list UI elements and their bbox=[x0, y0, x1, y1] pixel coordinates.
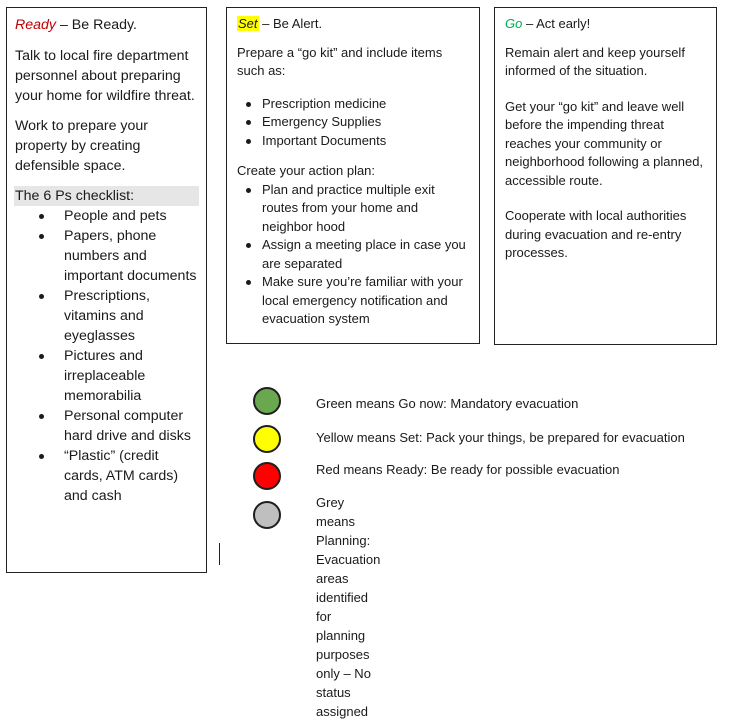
go-title-word: Go bbox=[505, 16, 523, 31]
action-plan-title: Create your action plan: bbox=[237, 163, 376, 178]
list-item: Papers, phone numbers and important documents bbox=[64, 228, 197, 284]
set-title bbox=[237, 15, 469, 34]
ready-paragraph-2: Work to prepare your property by creating defensible space. bbox=[15, 118, 149, 174]
list-item: Prescriptions, vitamins and eyeglasses bbox=[64, 286, 198, 346]
legend-text: Grey means Planning: Evacuation areas identified for planning purposes only – No status assigned bbox=[316, 495, 381, 719]
go-title-rest: – Act early! bbox=[522, 16, 591, 31]
ready-title bbox=[15, 15, 198, 35]
go-title bbox=[505, 15, 706, 34]
list-item: Pictures and irreplaceable memorabilia bbox=[64, 346, 198, 406]
red-circle-icon bbox=[253, 462, 281, 490]
ready-title-word: Ready bbox=[15, 17, 57, 33]
list-item: Plan and practice multiple exit routes from your home and neighbor hood bbox=[262, 181, 469, 237]
list-item: Prescription medicine bbox=[262, 95, 469, 114]
ready-panel bbox=[6, 7, 207, 573]
set-intro: Prepare a “go kit” and include items such as: bbox=[237, 44, 443, 78]
action-plan-list bbox=[262, 181, 469, 329]
set-title-word: Set bbox=[238, 16, 258, 31]
list-item: People and pets bbox=[64, 206, 198, 226]
list-item: Personal computer hard drive and disks bbox=[64, 406, 198, 446]
six-ps-checklist bbox=[64, 206, 198, 506]
go-paragraph-3: Cooperate with local authorities during evacuation and re-entry processes. bbox=[505, 208, 687, 260]
set-panel bbox=[226, 7, 480, 344]
checklist-title: The 6 Ps checklist: bbox=[14, 186, 199, 206]
ready-paragraph-1: Talk to local fire department personnel about preparing your home for wildfire threat. bbox=[15, 48, 195, 104]
list-item: Important Documents bbox=[262, 132, 469, 151]
text-cursor bbox=[219, 543, 220, 565]
list-item: Emergency Supplies bbox=[262, 113, 469, 132]
go-paragraph-1: Remain alert and keep yourself informed of the situation. bbox=[505, 44, 685, 78]
go-paragraph-2: Get your “go kit” and leave well before the impending threat reaches your community or neighborhood following a planned, accessible route. bbox=[505, 98, 704, 188]
list-item: Make sure you’re familiar with your local emergency notification and evacuation system bbox=[262, 273, 469, 329]
legend-text: Red means Ready: Be ready for possible evacuation bbox=[316, 462, 620, 477]
ready-title-rest: – Be Ready. bbox=[56, 17, 137, 33]
grey-circle-icon bbox=[253, 501, 281, 529]
list-item: Assign a meeting place in case you are separated bbox=[262, 236, 469, 273]
yellow-circle-icon bbox=[253, 425, 281, 453]
list-item: “Plastic” (credit cards, ATM cards) and cash bbox=[64, 446, 198, 506]
go-kit-list bbox=[262, 95, 469, 151]
legend-text: Yellow means Set: Pack your things, be prepared for evacuation bbox=[316, 430, 685, 445]
set-title-rest: – Be Alert. bbox=[258, 16, 323, 31]
green-circle-icon bbox=[253, 387, 281, 415]
go-panel bbox=[494, 7, 717, 345]
legend-text: Green means Go now: Mandatory evacuation bbox=[316, 396, 579, 411]
